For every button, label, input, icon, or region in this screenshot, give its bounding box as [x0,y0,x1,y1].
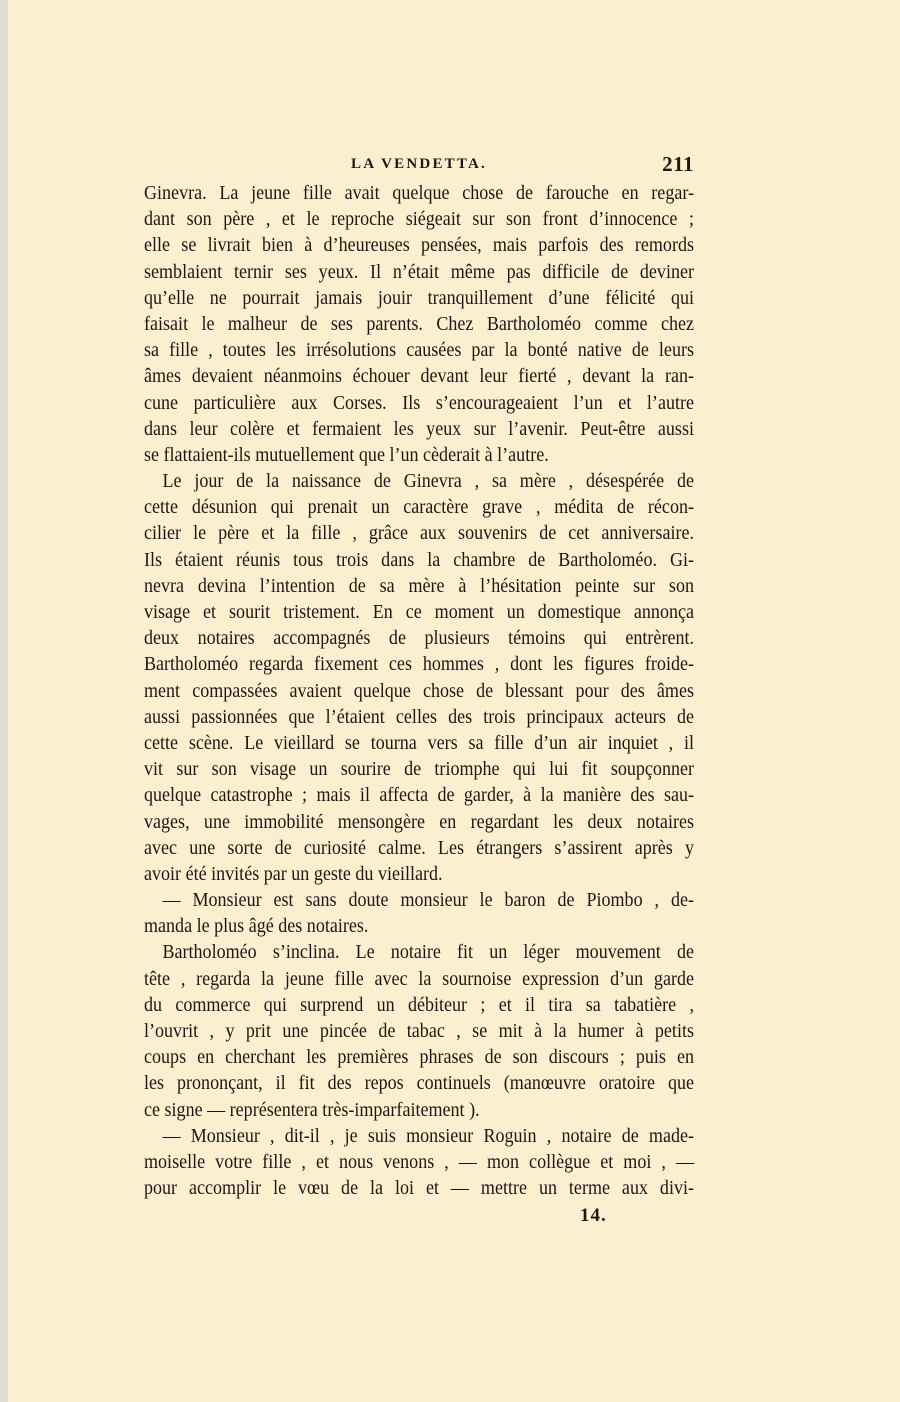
text-line: avec une sorte de curiosité calme. Les étrangers s’assirent après y [144,836,694,859]
text-line: se flattaient-ils mutuellement que l’un cèderait à l’autre. [144,443,549,466]
text-line: — Monsieur , dit-il , je suis monsieur Roguin , notaire de made- [162,1124,695,1147]
text-line: manda le plus âgé des notaires. [144,915,369,938]
text-line: vages, une immobilité mensongère en regardant les deux notaires [144,810,694,833]
text-line: ment compassées avaient quelque chose de blessant pour des âmes [144,679,694,702]
text-line: ce signe — représentera très-imparfaitement ). [144,1098,480,1121]
text-line: Bartholoméo regarda fixement ces hommes , dont les figures froide- [144,653,694,676]
text-line: cilier le père et la fille , grâce aux souvenirs de cet anniversaire. [144,522,694,545]
text-line: Le jour de la naissance de Ginevra , sa mère , désespérée de [162,470,695,493]
text-line: Bartholoméo s’inclina. Le notaire fit un léger mouvement de [162,941,695,964]
text-line: vit sur son visage un sourire de triomphe qui lui fit soupçonner [144,758,694,781]
text-line: les prononçant, il fit des repos continuels (manœuvre oratoire que [144,1072,694,1095]
text-line: coups en cherchant les premières phrases de son discours ; puis en [144,1046,694,1069]
text-line: dans leur colère et fermaient les yeux sur l’avenir. Peut-être aussi [144,417,694,440]
text-line: Ils étaient réunis tous trois dans la chambre de Bartholoméo. Gi- [144,548,694,571]
text-line: semblaient ternir ses yeux. Il n’était même pas difficile de deviner [144,260,694,283]
text-line: aussi passionnées que l’étaient celles des trois principaux acteurs de [144,705,694,728]
text-line: elle se livrait bien à d’heureuses pensées, mais parfois des remords [144,234,694,257]
text-line: dant son père , et le reproche siégeait sur son front d’innocence ; [144,208,694,231]
text-line: cette désunion qui prenait un caractère grave , médita de récon- [144,496,694,519]
text-line: qu’elle ne pourrait jamais jouir tranquillement d’une félicité qui [144,286,694,309]
text-line: Ginevra. La jeune fille avait quelque chose de farouche en regar- [144,182,694,204]
text-line: du commerce qui surprend un débiteur ; et il tira sa tabatière , [144,993,694,1016]
text-line: cette scène. Le vieillard se tourna vers sa fille d’un air inquiet , il [144,731,694,754]
page-number: 211 [662,152,694,176]
signature-mark: 14. [580,1205,607,1226]
text-line: tête , regarda la jeune fille avec la sournoise expression d’un garde [144,967,694,990]
text-line: deux notaires accompagnés de plusieurs témoins qui entrèrent. [144,627,694,650]
text-line: avoir été invités par un geste du vieillard. [144,862,443,885]
text-line: visage et sourit tristement. En ce moment un domestique annonça [144,601,694,623]
text-line: sa fille , toutes les irrésolutions causées par la bonté native de leurs [144,339,694,362]
text-line: faisait le malheur de ses parents. Chez Bartholoméo comme chez [144,312,694,335]
body-text [144,180,694,1201]
running-head [144,152,694,176]
text-line: — Monsieur est sans doute monsieur le baron de Piombo , de- [162,889,695,912]
text-line: quelque catastrophe ; mais il affecta de garder, à la manière des sau- [144,784,694,807]
text-line: nevra devina l’intention de sa mère à l’hésitation peinte sur son [144,574,694,597]
running-title: LA VENDETTA. [351,156,487,172]
text-line: l’ouvrit , y prit une pincée de tabac , se mit à la humer à petits [144,1020,694,1042]
text-line: pour accomplir le vœu de la loi et — mettre un terme aux divi- [144,1177,694,1200]
text-line: moiselle votre fille , et nous venons , — mon collègue et moi , — [144,1150,694,1173]
text-line: âmes devaient néanmoins échouer devant leur fierté , devant la ran- [144,365,694,388]
text-line: cune particulière aux Corses. Ils s’encourageaient l’un et l’autre [144,391,694,414]
